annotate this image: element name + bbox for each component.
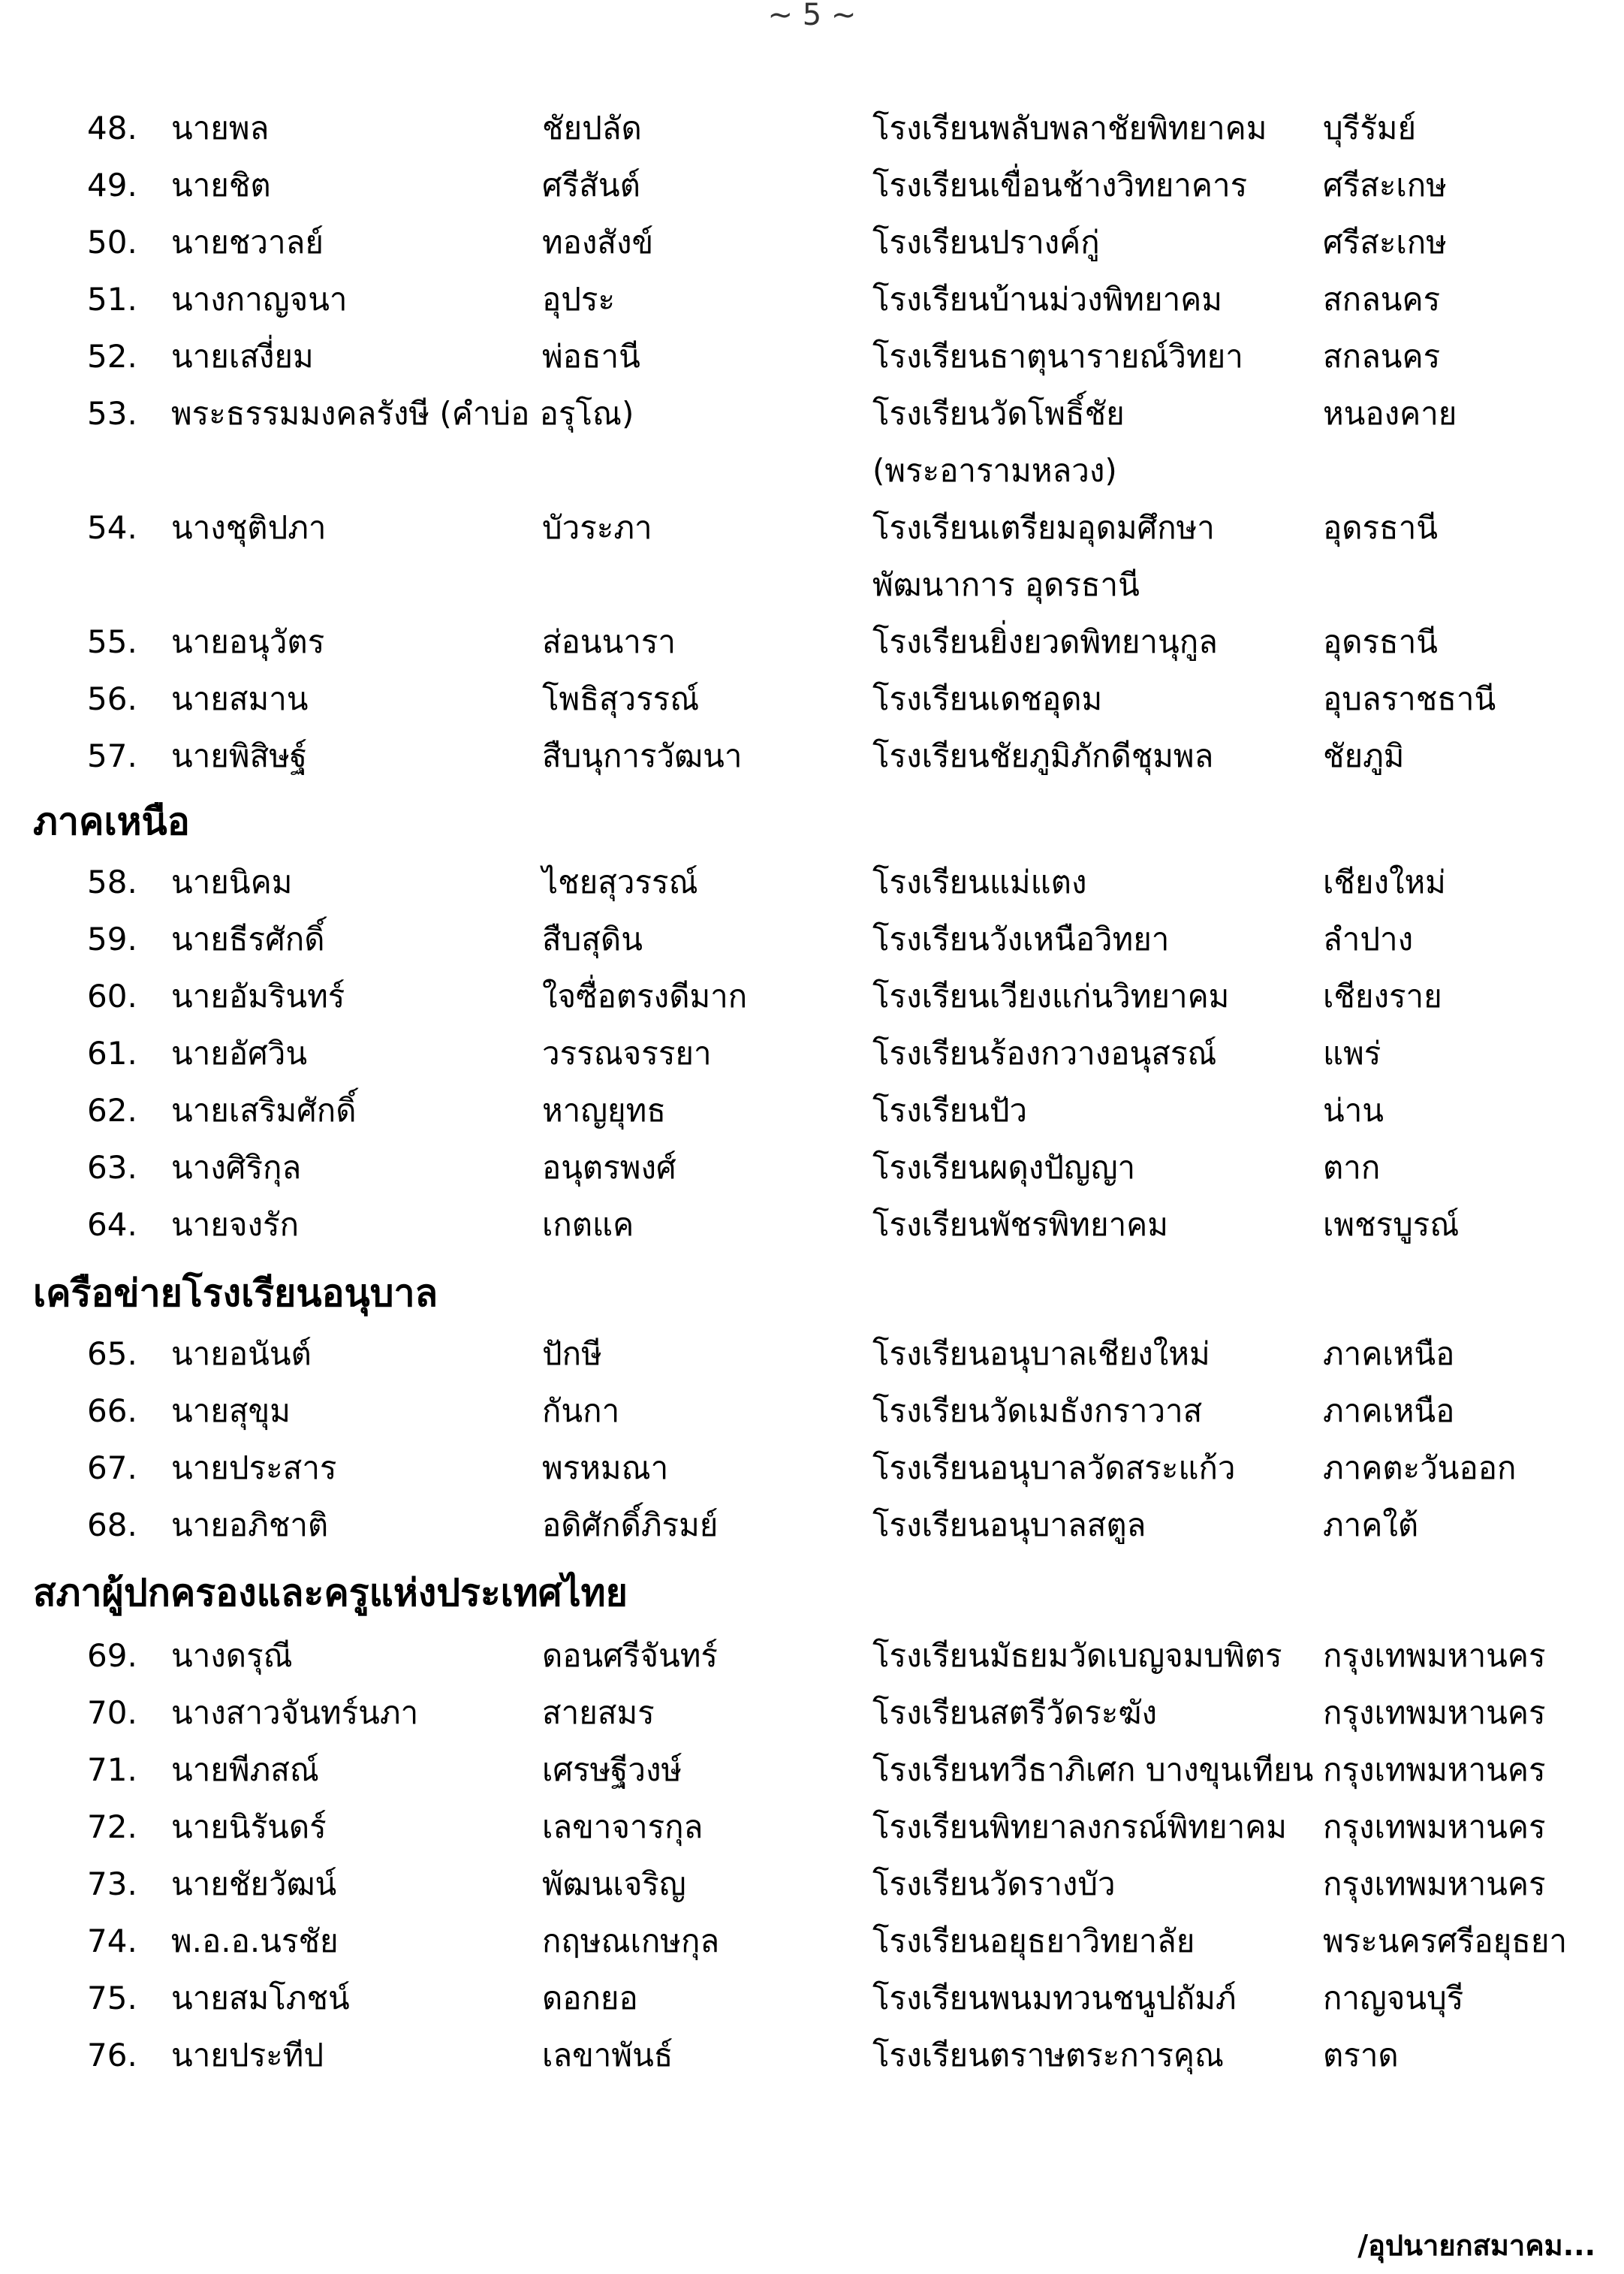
first-name: นายธีรศักดิ์ — [171, 921, 325, 958]
first-name: นายประทีป — [171, 2037, 324, 2073]
last-name: เศรษฐีวงษ์ — [542, 1751, 682, 1788]
row-number: 56. — [87, 680, 137, 717]
first-name: นายสุขุม — [171, 1392, 291, 1429]
page-number: ~ 5 ~ — [767, 0, 857, 32]
school: โรงเรียนเตรียมอุดมศึกษา — [872, 509, 1215, 546]
row-number: 74. — [87, 1923, 137, 1959]
first-name: นายชิต — [171, 167, 271, 204]
first-name: นายจงรัก — [171, 1206, 300, 1243]
last-name: หาญยุทธ — [542, 1092, 666, 1129]
table-row — [0, 1196, 1624, 1253]
last-name: ไชยสุวรรณ์ — [542, 864, 698, 900]
last-name: เลขาจารกุล — [542, 1808, 704, 1845]
row-number: 57. — [87, 737, 137, 774]
province: ลำปาง — [1323, 921, 1414, 958]
table-row — [0, 100, 1624, 157]
table-row — [0, 2027, 1624, 2084]
last-name: สืบสุดิน — [542, 921, 643, 958]
section-heading-north: ภาคเหนือ — [33, 800, 190, 843]
province: พระนครศรีอยุธยา — [1323, 1923, 1568, 1959]
first-name: นางดรุณี — [171, 1637, 293, 1674]
table-row — [0, 968, 1624, 1025]
last-name: กันกา — [542, 1392, 620, 1429]
last-name: พ่อธานี — [542, 338, 640, 375]
first-name: นายพล — [171, 110, 270, 146]
first-name: นายพีภสณ์ — [171, 1751, 319, 1788]
province: ตาก — [1323, 1149, 1381, 1186]
school: โรงเรียนวัดโพธิ์ชัย — [872, 395, 1125, 432]
school: โรงเรียนแม่แตง — [872, 864, 1087, 900]
school: โรงเรียนพิทยาลงกรณ์พิทยาคม — [872, 1808, 1287, 1845]
school: โรงเรียนเดชอุดม — [872, 680, 1103, 717]
row-number: 58. — [87, 864, 137, 900]
province: หนองคาย — [1323, 395, 1457, 432]
row-number: 70. — [87, 1694, 137, 1731]
row-number: 71. — [87, 1751, 137, 1788]
school: โรงเรียนอนุบาลวัดสระแก้ว — [872, 1449, 1236, 1486]
row-number: 48. — [87, 110, 137, 146]
school: โรงเรียนสตรีวัดระฆัง — [872, 1694, 1157, 1731]
row-number: 73. — [87, 1865, 137, 1902]
table-row — [0, 1497, 1624, 1554]
section-heading-council: สภาผู้ปกครองและครูแห่งประเทศไทย — [33, 1571, 628, 1615]
school: โรงเรียนผดุงปัญญา — [872, 1149, 1136, 1186]
school: โรงเรียนปรางค์กู่ — [872, 224, 1100, 261]
table-row — [0, 1025, 1624, 1082]
row-number: 52. — [87, 338, 137, 375]
province: ภาคใต้ — [1323, 1506, 1419, 1543]
province: บุรีรัมย์ — [1323, 110, 1417, 146]
school: โรงเรียนบ้านม่วงพิทยาคม — [872, 281, 1222, 318]
province: ชัยภูมิ — [1323, 737, 1405, 774]
school: โรงเรียนวังเหนือวิทยา — [872, 921, 1170, 958]
table-row — [0, 911, 1624, 968]
last-name: พัฒนเจริญ — [542, 1865, 686, 1902]
row-number: 54. — [87, 509, 137, 546]
school: โรงเรียนพัชรพิทยาคม — [872, 1206, 1168, 1243]
row-number: 72. — [87, 1808, 137, 1845]
row-number: 75. — [87, 1980, 137, 2016]
first-name: นายเสริมศักดิ์ — [171, 1092, 357, 1129]
table-row — [0, 1627, 1624, 1684]
first-name: นางศิริกุล — [171, 1149, 302, 1186]
row-number: 50. — [87, 224, 137, 261]
school: โรงเรียนปัว — [872, 1092, 1028, 1129]
province: ภาคเหนือ — [1323, 1392, 1455, 1429]
first-name: นายอัศวิน — [171, 1035, 308, 1072]
province: น่าน — [1323, 1092, 1384, 1129]
row-number: 62. — [87, 1092, 137, 1129]
last-name: ศรีสันต์ — [542, 167, 640, 204]
school: โรงเรียนพนมทวนชนูปถัมภ์ — [872, 1980, 1237, 2016]
table-row — [0, 328, 1624, 385]
school: โรงเรียนตราษตระการคุณ — [872, 2037, 1224, 2073]
province: กาญจนบุรี — [1323, 1980, 1464, 2016]
row-number: 59. — [87, 921, 137, 958]
first-name: นายเสงี่ยม — [171, 338, 314, 375]
table-row — [0, 214, 1624, 271]
table-row — [0, 271, 1624, 328]
first-name: นายชัยวัฒน์ — [171, 1865, 337, 1902]
row-number: 53. — [87, 395, 137, 432]
table-row — [0, 157, 1624, 214]
school: โรงเรียนทวีธาภิเศก บางขุนเทียน — [872, 1751, 1314, 1788]
section-heading-kindergarten: เครือข่ายโรงเรียนอนุบาล — [33, 1271, 438, 1315]
last-name: วรรณจรรยา — [542, 1035, 712, 1072]
row-number: 63. — [87, 1149, 137, 1186]
first-name: นางกาญจนา — [171, 281, 348, 318]
row-number: 67. — [87, 1449, 137, 1486]
last-name: ดอนศรีจันทร์ — [542, 1637, 718, 1674]
province: สกลนคร — [1323, 281, 1441, 318]
school: โรงเรียนอนุบาลเชียงใหม่ — [872, 1335, 1210, 1372]
last-name: สืบนุการวัฒนา — [542, 737, 743, 774]
first-name: นายชวาลย์ — [171, 224, 324, 261]
first-name: นายนิคม — [171, 864, 293, 900]
school: โรงเรียนอยุธยาวิทยาลัย — [872, 1923, 1195, 1959]
row-number: 60. — [87, 978, 137, 1015]
row-number: 61. — [87, 1035, 137, 1072]
row-number: 66. — [87, 1392, 137, 1429]
last-name: ใจซื่อตรงดีมาก — [542, 978, 748, 1015]
last-name: เลขาพันธ์ — [542, 2037, 673, 2073]
school-continuation: (พระอารามหลวง) — [872, 452, 1117, 489]
school-continuation: พัฒนาการ อุดรธานี — [872, 566, 1140, 603]
table-row — [0, 1082, 1624, 1139]
last-name: เกตแค — [542, 1206, 634, 1243]
row-number: 64. — [87, 1206, 137, 1243]
row-number: 68. — [87, 1506, 137, 1543]
row-number: 51. — [87, 281, 137, 318]
province: สกลนคร — [1323, 338, 1441, 375]
table-row — [0, 1970, 1624, 2027]
last-name: โพธิสุวรรณ์ — [542, 680, 700, 717]
table-row — [0, 671, 1624, 728]
school: โรงเรียนวัดรางบัว — [872, 1865, 1116, 1902]
last-name: ดอกยอ — [542, 1980, 638, 2016]
school: โรงเรียนอนุบาลสตูล — [872, 1506, 1146, 1543]
province: ภาคเหนือ — [1323, 1335, 1455, 1372]
table-row — [0, 1383, 1624, 1440]
province: แพร่ — [1323, 1035, 1381, 1072]
first-name: นายพิสิษฐ์ — [171, 737, 308, 774]
first-name: นายอนุวัตร — [171, 623, 325, 660]
last-name: กฤษณเกษกุล — [542, 1923, 720, 1959]
province: ภาคตะวันออก — [1323, 1449, 1517, 1486]
school: โรงเรียนยิ่งยวดพิทยานุกูล — [872, 623, 1218, 660]
province: กรุงเทพมหานคร — [1323, 1865, 1546, 1902]
table-row — [0, 385, 1624, 442]
province: เชียงใหม่ — [1323, 864, 1446, 900]
row-number: 55. — [87, 623, 137, 660]
table-row — [0, 614, 1624, 671]
school: โรงเรียนวัดเมธังกราวาส — [872, 1392, 1203, 1429]
continuation-footer: /อุปนายกสมาคม... — [1357, 2229, 1595, 2262]
last-name: ส่อนนารา — [542, 623, 676, 660]
first-name: นายสมาน — [171, 680, 309, 717]
school: โรงเรียนเวียงแก่นวิทยาคม — [872, 978, 1230, 1015]
school: โรงเรียนพลับพลาชัยพิทยาคม — [872, 110, 1267, 146]
table-row — [0, 1913, 1624, 1970]
first-name: นายสมโภชน์ — [171, 1980, 350, 2016]
province: ตราด — [1323, 2037, 1399, 2073]
last-name: บัวระภา — [542, 509, 652, 546]
table-row — [0, 1742, 1624, 1799]
table-row — [0, 854, 1624, 911]
province: ศรีสะเกษ — [1323, 167, 1447, 204]
table-row — [0, 1799, 1624, 1856]
province: กรุงเทพมหานคร — [1323, 1751, 1546, 1788]
last-name: ชัยปลัด — [542, 110, 642, 146]
table-row — [0, 499, 1624, 556]
first-name: นายอนันต์ — [171, 1335, 312, 1372]
school: โรงเรียนเขื่อนช้างวิทยาคาร — [872, 167, 1248, 204]
province: เชียงราย — [1323, 978, 1442, 1015]
first-name: พระธรรมมงคลรังษี (คำบ่อ อรุโณ) — [171, 395, 634, 432]
table-row — [0, 1440, 1624, 1497]
first-name: นายอภิชาติ — [171, 1506, 329, 1543]
first-name: พ.อ.อ.นรชัย — [171, 1923, 339, 1959]
province: อุดรธานี — [1323, 623, 1438, 660]
last-name: ปักษี — [542, 1335, 602, 1372]
province: อุดรธานี — [1323, 509, 1438, 546]
row-number: 65. — [87, 1335, 137, 1372]
province: กรุงเทพมหานคร — [1323, 1637, 1546, 1674]
table-row — [0, 1139, 1624, 1196]
last-name: สายสมร — [542, 1694, 655, 1731]
table-row — [0, 1325, 1624, 1383]
first-name: นายประสาร — [171, 1449, 337, 1486]
table-row — [0, 728, 1624, 785]
province: ศรีสะเกษ — [1323, 224, 1447, 261]
last-name: พรหมณา — [542, 1449, 669, 1486]
table-row — [0, 1856, 1624, 1913]
province: เพชรบูรณ์ — [1323, 1206, 1460, 1243]
school: โรงเรียนมัธยมวัดเบญจมบพิตร — [872, 1637, 1282, 1674]
table-row — [0, 1684, 1624, 1742]
last-name: ทองสังข์ — [542, 224, 654, 261]
last-name: อุประ — [542, 281, 616, 318]
row-number: 49. — [87, 167, 137, 204]
row-number: 76. — [87, 2037, 137, 2073]
school: โรงเรียนร้องกวางอนุสรณ์ — [872, 1035, 1217, 1072]
last-name: อดิศักดิ์ภิรมย์ — [542, 1506, 719, 1543]
school: โรงเรียนชัยภูมิภักดีชุมพล — [872, 737, 1214, 774]
school: โรงเรียนธาตุนารายณ์วิทยา — [872, 338, 1243, 375]
province: กรุงเทพมหานคร — [1323, 1808, 1546, 1845]
province: กรุงเทพมหานคร — [1323, 1694, 1546, 1731]
province: อุบลราชธานี — [1323, 680, 1496, 717]
row-number: 69. — [87, 1637, 137, 1674]
first-name: นายนิรันดร์ — [171, 1808, 327, 1845]
first-name: นางชุติปภา — [171, 509, 327, 546]
last-name: อนุตรพงศ์ — [542, 1149, 676, 1186]
first-name: นายอัมรินทร์ — [171, 978, 345, 1015]
first-name: นางสาวจันทร์นภา — [171, 1694, 419, 1731]
